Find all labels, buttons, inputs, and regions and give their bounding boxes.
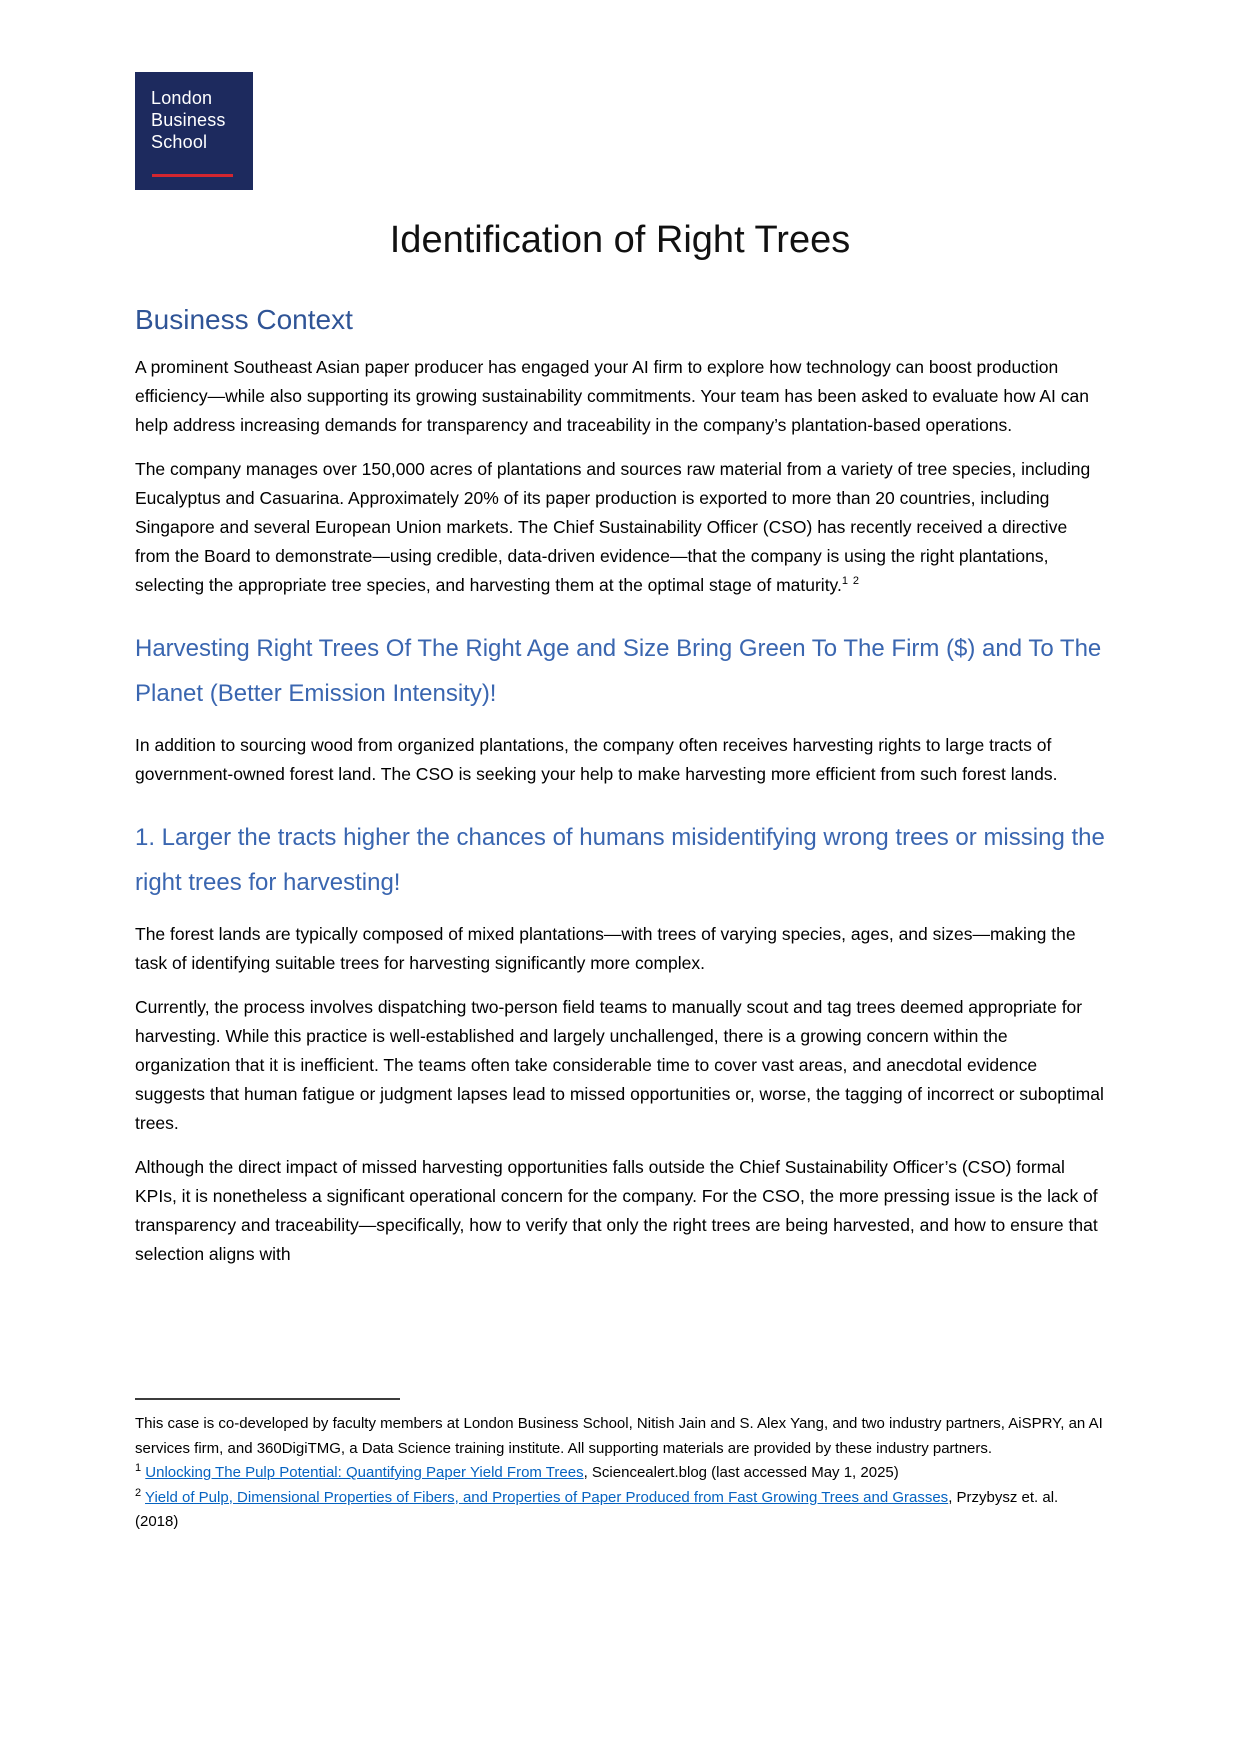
paragraph-subsection1-1: The forest lands are typically composed of mixed plantations—with trees of varying species, ages, and sizes—making the task of identifying suitable trees for harvesting significantly more complex. (135, 924, 1076, 973)
footnote-2-link[interactable]: Yield of Pulp, Dimensional Properties of Fibers, and Properties of Paper Produced from Fast Growing Trees and Grasses (145, 1488, 949, 1506)
footnote-2 (135, 1486, 1105, 1535)
footnote-1 (135, 1461, 1105, 1486)
footnote-credit: This case is co-developed by faculty members at London Business School, Nitish Jain and S. Alex Yang, and two industry partners, AiSPRY, an AI services firm, and 360DigiTMG, a Data Science training institute. All supporting materials are provided by these industry partners. (135, 1415, 1103, 1457)
footnote-1-link[interactable]: Unlocking The Pulp Potential: Quantifying Paper Yield From Trees (145, 1464, 584, 1481)
footnote-2-marker: 2 (135, 1486, 142, 1499)
paragraph-business-context-2 (135, 455, 1105, 600)
paragraph-subsection1-3: Although the direct impact of missed harvesting opportunities falls outside the Chief Sustainability Officer’s (CSO) formal KPIs, it is nonetheless a significant operational concern for the company. For the CSO, the more pressing issue is the lack of transparency and traceability—specifically, how to verify that only the right trees are being harvested, and how to ensure that selection aligns with (135, 1157, 1098, 1264)
heading-subsection-1: 1. Larger the tracts higher the chances of humans misidentifying wrong trees or missing the right trees for harvesting! (135, 824, 1105, 896)
footnote-1-marker: 1 (135, 1462, 142, 1474)
footnotes-area (135, 1398, 1105, 1535)
logo-line-1: London (151, 88, 213, 108)
paragraph-harvesting-1: In addition to sourcing wood from organized plantations, the company often receives harvesting rights to large tracts of government-owned forest land. The CSO is seeking your help to make harvesting more efficient from such forest lands. (135, 735, 1058, 784)
footnote-ref-1: 1 (841, 575, 848, 588)
footnote-ref-2: 2 (852, 575, 859, 588)
logo-line-2: Business (151, 110, 226, 130)
paragraph-business-context-1: A prominent Southeast Asian paper producer has engaged your AI firm to explore how technology can boost production efficiency—while also supporting its growing sustainability commitments. Your team has been asked to evaluate how AI can help address increasing demands for transparency and traceability in the company’s plantation-based operations. (135, 357, 1089, 435)
footnote-2-tail: , Przybysz et. al. (2018) (135, 1488, 1059, 1530)
paragraph-business-context-2-text: The company manages over 150,000 acres of plantations and sources raw material from a variety of tree species, including Eucalyptus and Casuarina. Approximately 20% of its paper production is exported to more than 20 countries, including Singapore and several European Union markets. The Chief Sustainability Officer (CSO) has recently received a directive from the Board to demonstrate—using credible, data-driven evidence—that the company is using the right plantations, selecting the appropriate tree species, and harvesting them at the optimal stage of maturity. (135, 459, 1091, 595)
logo-red-underline (152, 174, 233, 177)
logo-line-3: School (151, 132, 208, 152)
heading-business-context: Business Context (135, 304, 353, 335)
footnote-separator (135, 1398, 400, 1400)
london-business-school-logo (135, 72, 253, 190)
heading-harvesting-right-trees: Harvesting Right Trees Of The Right Age and Size Bring Green To The Firm ($) and To The Planet (Better Emission Intensity)! (135, 635, 1102, 707)
document-title: Identification of Right Trees (389, 219, 851, 261)
paragraph-subsection1-2: Currently, the process involves dispatching two-person field teams to manually scout and tag trees deemed appropriate for harvesting. While this practice is well-established and largely unchallenged, there is a growing concern within the organization that it is inefficient. The teams often take considerable time to cover vast areas, and anecdotal evidence suggests that human fatigue or judgment lapses lead to missed opportunities or, worse, the tagging of incorrect or suboptimal trees. (135, 997, 1104, 1133)
footnote-1-tail: , Sciencealert.blog (last accessed May 1, 2025) (583, 1464, 899, 1481)
